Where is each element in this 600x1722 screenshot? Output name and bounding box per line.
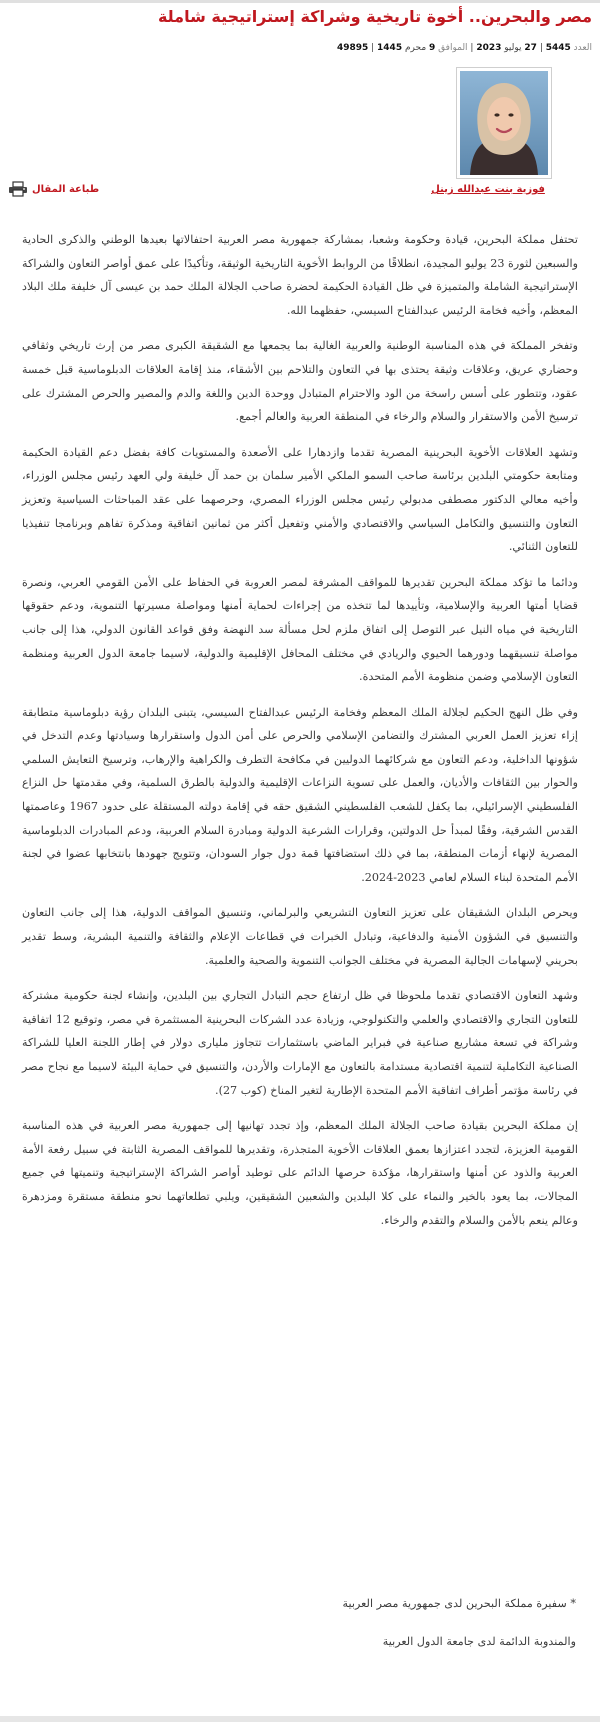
date-day: 27 <box>524 43 537 53</box>
author-photo-frame <box>456 67 552 179</box>
paragraph: تحتفل مملكة البحرين، قيادة وحكومة وشعبا، بمشاركة جمهورية مصر العربية احتفالاتها بعيدها الوطني والذكرى الحادية والسبعين لثورة 23 يوليو المجيدة، انطلاقًا من الروابط الأخوية التاريخية الوثيقة، وتأكيدًا على عمق أواصر التعاون والشراكة الإستراتيجية الشاملة والمتميزة في ظل القيادة الحكيمة لحضرة صاحب الجلالة الملك حمد بن عيسى آل خليفة ملك البلاد المعظم، وأخيه فخامة الرئيس عبدالفتاح السيسي، حفظهما الله. <box>22 233 578 317</box>
signature-title: * سفيرة مملكة البحرين لدى جمهورية مصر العربية <box>342 1597 576 1610</box>
hijri-month: محرم <box>404 43 427 53</box>
article-meta: العدد 5445 | 27 يوليو 2023 | الموافق 9 محرم 1445 | 49895 <box>336 43 592 53</box>
printer-icon <box>8 181 28 197</box>
print-article-button[interactable] <box>8 181 99 197</box>
issue-number: 5445 <box>545 43 571 53</box>
issue-label: العدد <box>573 43 592 53</box>
paragraph: وتشهد العلاقات الأخوية البحرينية المصرية تقدما وازدهارا على الأصعدة والمستويات كافة بفضل دعم القيادة الحكيمة ومتابعة حكومتي البلدين برئاسة صاحب السمو الملكي الأمير سلمان بن حمد آل خليفة ولي العهد رئيس مجلس الوزراء، وأخيه معالي الدكتور مصطفى مدبولي رئيس مجلس الوزراء المصري، وحرصهما على عقد المباحثات السياسية وتعزيز التعاون والتنسيق والتكامل السياسي والاقتصادي والأمني وتفعيل أكثر من ثمانين اتفاقية ومذكرة تفاهم وبرنامجا تنفيذيا للتعاون الثنائي. <box>22 445 578 554</box>
hijri-label: الموافق <box>438 43 468 53</box>
hijri-year: 1445 <box>377 43 403 53</box>
paragraph: ويحرص البلدان الشقيقان على تعزيز التعاون التشريعي والبرلماني، وتنسيق المواقف الدولية، هذا إلى جانب التعاون والتنسيق في الشؤون الأمنية والدفاعية، وتبادل الخبرات في قطاعات الإعلام والثقافة والتنمية البشرية، وسط تقدير بحريني لإسهامات الجالية المصرية في مختلف الجوانب التنموية والصحية والعلمية. <box>22 906 578 967</box>
signature-subtitle: والمندوبة الدائمة لدى جامعة الدول العربية <box>382 1635 576 1648</box>
article-title: مصر والبحرين.. أخوة تاريخية وشراكة إستراتيجية شاملة <box>157 7 592 26</box>
date-year: 2023 <box>476 43 502 53</box>
hijri-day: 9 <box>429 43 436 53</box>
paragraph: ودائما ما تؤكد مملكة البحرين تقديرها للمواقف المشرفة لمصر العروبة في الحفاظ على الأمن القومي العربي، ونصرة قضايا أمتها العربية والإسلامية، وتأييدها لما تتخذه من إجراءات لحماية أمنها ومواصلة مسيرتها التنموية، ودعم حقوقها التاريخية في مياه النيل عبر التوصل إلى اتفاق ملزم لحل مسألة سد النهضة وفق قواعد القانون الدولي، هذا إلى جانب مواصلة تنسيقهما ودورهما الحيوي والريادي في مختلف المحافل الإقليمية والدولية، لاسيما جامعة الدول العربية ومنظمة التعاون الإسلامي وضمن منظومة الأمم المتحدة. <box>22 575 578 684</box>
paragraph: إن مملكة البحرين بقيادة صاحب الجلالة الملك المعظم، وإذ تجدد تهانيها إلى جمهورية مصر العربية في هذه المناسبة القومية العزيزة، لتجدد اعتزازها بعمق العلاقات الأخوية المتجذرة، وتقديرها للمواقف المصرية الثابتة في سبيل رفعة الأمة العربية والذود عن أمنها واستقرارها، مؤكدة حرصها الدائم على توطيد أواصر الشراكة الإستراتيجية وتنميتها في جميع المجالات، بما يعود بالخير والنماء على كلا البلدين والشعبين الشقيقين، ويلبي تطلعاتهما نحو منطقة مستقرة ومزدهرة وعالم ينعم بالأمن والسلام والتقدم والرخاء. <box>22 1119 578 1227</box>
paragraph: وفي ظل النهج الحكيم لجلالة الملك المعظم وفخامة الرئيس عبدالفتاح السيسي، يتبنى البلدان رؤية دبلوماسية متطابقة إزاء تعزيز العمل العربي المشترك والتضامن الإسلامي والحرص على أمن الدول واستقرارها وسيادتها وعدم التدخل في شؤونها الداخلية، ودعم التعاون مع شركائهما الدوليين في مكافحة التطرف والكراهية والإرهاب، وترسيخ التعايش السلمي والحوار بين الثقافات والأديان، والعمل على تسوية النزاعات الإقليمية والدولية بالطرق السلمية، وفي مقدمتها حل النزاع الفلسطيني الإسرائيلي، بما يكفل للشعب الفلسطيني الشقيق حقه في إقامة دولته المستقلة على حدود 1967 وعاصمتها القدس الشرقية، وفقًا لمبدأ حل الدولتين، وقرارات الشرعية الدولية ومبادرة السلام العربية، ودعم المبادرات الدبلوماسية المصرية لإنهاء أزمات المنطقة، بما في ذلك استضافتها قمة دول جوار السودان، وتتويج جهودها بانتخابها عضوا في لجنة الأمم المتحدة لبناء السلام لعامي 2023-2024. <box>22 705 578 884</box>
ref-number: 49895 <box>336 43 369 53</box>
author-name-link[interactable]: فوزية بنت عبدالله زينل <box>431 184 545 195</box>
print-label: طباعة المقال <box>32 183 100 195</box>
paragraph: وشهد التعاون الاقتصادي تقدما ملحوظا في ظل ارتفاع حجم التبادل التجاري بين البلدين، وإنشاء لجنة حكومية مشتركة للتعاون التجاري والاقتصادي والعلمي والتكنولوجي، وزيادة عدد الشركات البحرينية المستثمرة في مصر، وتوقيع 12 اتفاقية وشراكة في تسعة مشاريع صناعية في فبراير الماضي باستثمارات تتجاوز مليارى دولار في إطار اللجنة العليا للشراكة الصناعية التكاملية لتنمية اقتصادية مستدامة بالتعاون مع الإمارات والأردن، والتنسيق في حماية البيئة لاسيما مع نجاح مصر في رئاسة مؤتمر أطراف اتفاقية الأمم المتحدة الإطارية لتغير المناخ (كوب 27). <box>22 989 578 1097</box>
date-month: يوليو <box>504 43 522 53</box>
paragraph: وتفخر المملكة في هذه المناسبة الوطنية والعربية الغالية بما يجمعها مع الشقيقة الكبرى مصر من إرث تاريخي وثقافي وحضاري عريق، وعلاقات وثيقة يحتذى بها في التعاون والتلاحم بين الأشقاء، منذ إقامة العلاقات الدبلوماسية قبل خمسة عقود، وتتطور على أسس راسخة من الود والاحترام المتبادل ووحدة الدين واللغة والدم والمصير والحرص المشترك على ترسيخ الأمن والاستقرار والسلام والرخاء في المنطقة العربية والعالم أجمع. <box>22 339 578 424</box>
bottom-border <box>0 1716 600 1722</box>
article-body <box>22 228 578 1244</box>
author-photo <box>460 71 548 175</box>
top-border <box>0 0 600 3</box>
